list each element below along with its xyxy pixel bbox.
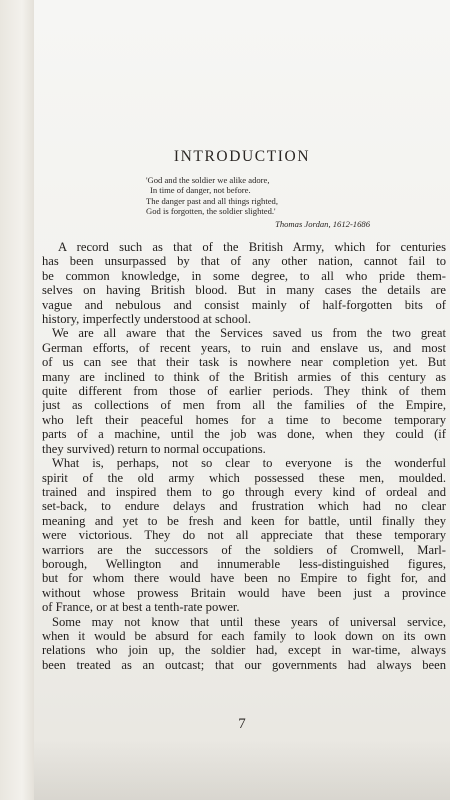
text-line: selves on having British blood. But in many cases the details are <box>42 283 446 298</box>
text-line: spirit of the old army which possessed these men, moulded. <box>42 470 446 485</box>
text-line: borough, Wellington and innumerable less-distinguished figures, <box>42 556 446 571</box>
text-line: quite different from those of earlier periods. They think of them <box>42 384 446 399</box>
text-line: We are all aware that the Services saved us from the two great <box>52 326 446 341</box>
text-line: relations who join up, the soldier had, except in war-time, always <box>42 643 446 658</box>
epigraph-line: God is forgotten, the soldier slighted.' <box>146 206 276 217</box>
text-line: meaning and yet to be fresh and keen for battle, until finally they <box>42 513 446 528</box>
text-line: of us can see that their task is nowhere near completion yet. But <box>42 355 446 370</box>
text-line: just as collections of men from all the families of the Empire, <box>42 398 446 413</box>
epigraph <box>146 175 376 229</box>
text-line: when it would be absurd for each family to look down on its own <box>42 628 446 643</box>
text-line: has been unsurpassed by that of any other nation, cannot fail to <box>42 254 446 269</box>
text-line: be common knowledge, in some degree, to all who pride them- <box>42 268 446 283</box>
text-line: been treated as an outcast; that our governments had always been <box>42 657 446 672</box>
text-line: of France, or at best a tenth-rate power. <box>42 600 240 615</box>
epigraph-line: 'God and the soldier we alike adore, <box>146 175 270 185</box>
text-line: Some may not know that until these years of universal service, <box>52 614 446 629</box>
page-shadow <box>34 740 450 800</box>
body-text <box>42 240 446 672</box>
page-number: 7 <box>238 716 246 732</box>
text-line: but for whom there would have been no Empire to fight for, and <box>42 571 446 586</box>
text-line: many are inclined to think of the British armies of this century as <box>42 369 446 384</box>
epigraph-line: The danger past and all things righted, <box>146 195 278 206</box>
text-line: were victorious. They do not all appreciate that these temporary <box>42 528 446 543</box>
text-line: warriors are the successors of the soldiers of Cromwell, Marl- <box>42 542 446 557</box>
text-line: they survived) return to normal occupations. <box>42 441 266 456</box>
text-line: set-back, to endure delays and frustration which had no clear <box>42 499 446 514</box>
text-line: who left their peaceful homes for a time to become temporary <box>42 412 446 427</box>
text-line: without whose prowess Britain would have been just a province <box>42 585 446 600</box>
book-page <box>34 0 450 800</box>
text-line: vague and nebulous and consist mainly of half-forgotten bits of <box>42 297 446 312</box>
chapter-heading: INTRODUCTION <box>173 148 311 165</box>
text-line: history, imperfectly understood at school. <box>42 312 252 327</box>
text-line: parts of a machine, until the job was done, when they could (if <box>42 427 446 442</box>
text-line: trained and inspired them to go through every kind of ordeal and <box>42 484 446 499</box>
epigraph-attribution: Thomas Jordan, 1612-1686 <box>275 218 370 229</box>
text-line: A record such as that of the British Army, which for centuries <box>58 240 446 254</box>
epigraph-line: In time of danger, not before. <box>150 185 251 196</box>
text-line: German efforts, of recent years, to ruin and enslave us, and most <box>42 340 446 355</box>
text-line: What is, perhaps, not so clear to everyone is the wonderful <box>52 456 446 471</box>
